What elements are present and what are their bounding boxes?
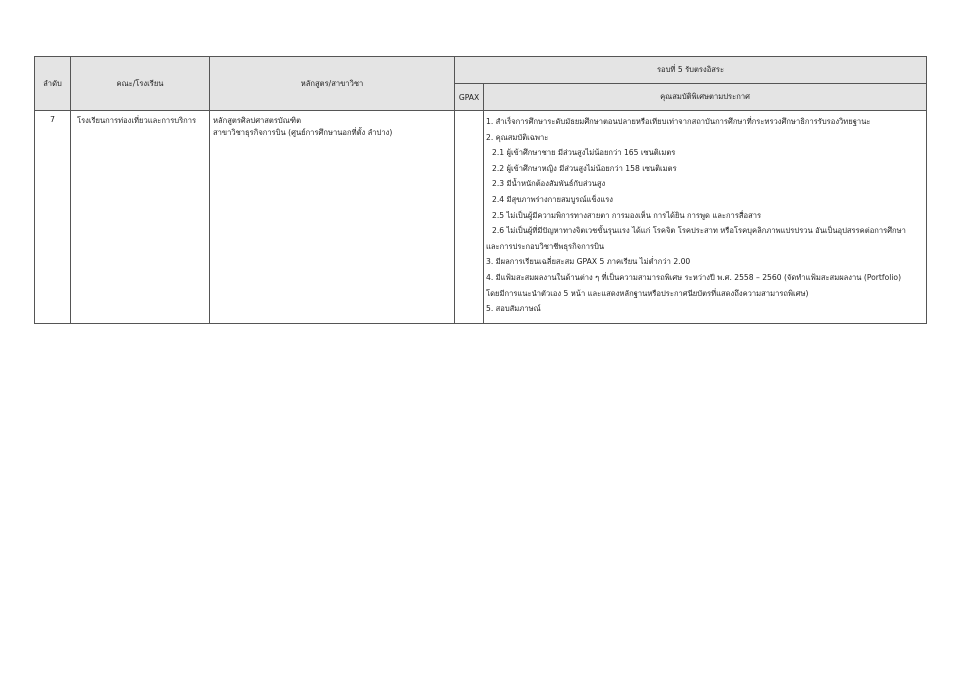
qualification-item: โดยมีการแนะนำตัวเอง 5 หน้า และแสดงหลักฐานหรือประกาศนียบัตรที่แสดงถึงความสามารถพิเศษ) <box>486 288 809 298</box>
row-number: 7 <box>35 111 71 324</box>
header-faculty: คณะ/โรงเรียน <box>71 57 210 111</box>
header-row-1 <box>35 57 927 84</box>
qualification-item: 2.3 มีน้ำหนักต้องสัมพันธ์กับส่วนสูง <box>492 179 606 189</box>
qualification-item: 2.2 ผู้เข้าศึกษาหญิง มีส่วนสูงไม่น้อยกว่า 158 เซนติเมตร <box>492 163 677 173</box>
header-qualifications: คุณสมบัติพิเศษตามประกาศ <box>484 84 927 111</box>
header-round: รอบที่ 5 รับตรงอิสระ <box>455 57 927 84</box>
row-program <box>210 111 455 324</box>
qualification-item: 1. สำเร็จการศึกษาระดับมัธยมศึกษาตอนปลายหรือเทียบเท่าจากสถาบันการศึกษาที่กระทรวงศึกษาธิการรับรองวิทยฐานะ <box>486 117 871 126</box>
qualification-item: 2.5 ไม่เป็นผู้มีความพิการทางสายตา การมองเห็น การได้ยิน การพูด และการสื่อสาร <box>492 210 762 220</box>
qualification-item: 2. คุณสมบัติเฉพาะ <box>486 132 549 142</box>
qualification-item: และการประกอบวิชาชีพธุรกิจการบิน <box>486 241 605 251</box>
admission-table <box>34 56 927 324</box>
qualification-item: 4. มีแฟ้มสะสมผลงานในด้านต่าง ๆ ที่เป็นความสามารถพิเศษ ระหว่างปี พ.ศ. 2558 – 2560 (จัดทำแฟ้มสะสมผลงาน (Portfolio) <box>486 272 902 282</box>
row-gpax <box>455 111 484 324</box>
program-major: สาขาวิชาธุรกิจการบิน (ศูนย์การศึกษานอกที่ตั้ง ลำปาง) <box>213 128 393 137</box>
header-gpax: GPAX <box>455 84 484 111</box>
qualification-item: 3. มีผลการเรียนเฉลี่ยสะสม GPAX 5 ภาคเรียน ไม่ต่ำกว่า 2.00 <box>486 257 691 267</box>
program-degree: หลักสูตรศิลปศาสตรบัณฑิต <box>213 116 302 125</box>
header-no: ลำดับ <box>35 57 71 111</box>
qualification-item: 2.6 ไม่เป็นผู้ที่มีปัญหาทางจิตเวชขั้นรุนแรง ได้แก่ โรคจิต โรคประสาท หรือโรคบุคลิกภาพแปรปรวน อันเป็นอุปสรรคต่อการศึกษา <box>492 226 906 236</box>
header-program: หลักสูตร/สาขาวิชา <box>210 57 455 111</box>
qualification-item: 5. สอบสัมภาษณ์ <box>486 304 541 314</box>
qualification-item: 2.1 ผู้เข้าศึกษาชาย มีส่วนสูงไม่น้อยกว่า 165 เซนติเมตร <box>492 148 676 158</box>
qualification-item: 2.4 มีสุขภาพร่างกายสมบูรณ์แข็งแรง <box>492 194 614 204</box>
row-qualifications <box>484 111 927 324</box>
row-faculty: โรงเรียนการท่องเที่ยวและการบริการ <box>71 111 210 324</box>
table-row <box>35 111 927 324</box>
